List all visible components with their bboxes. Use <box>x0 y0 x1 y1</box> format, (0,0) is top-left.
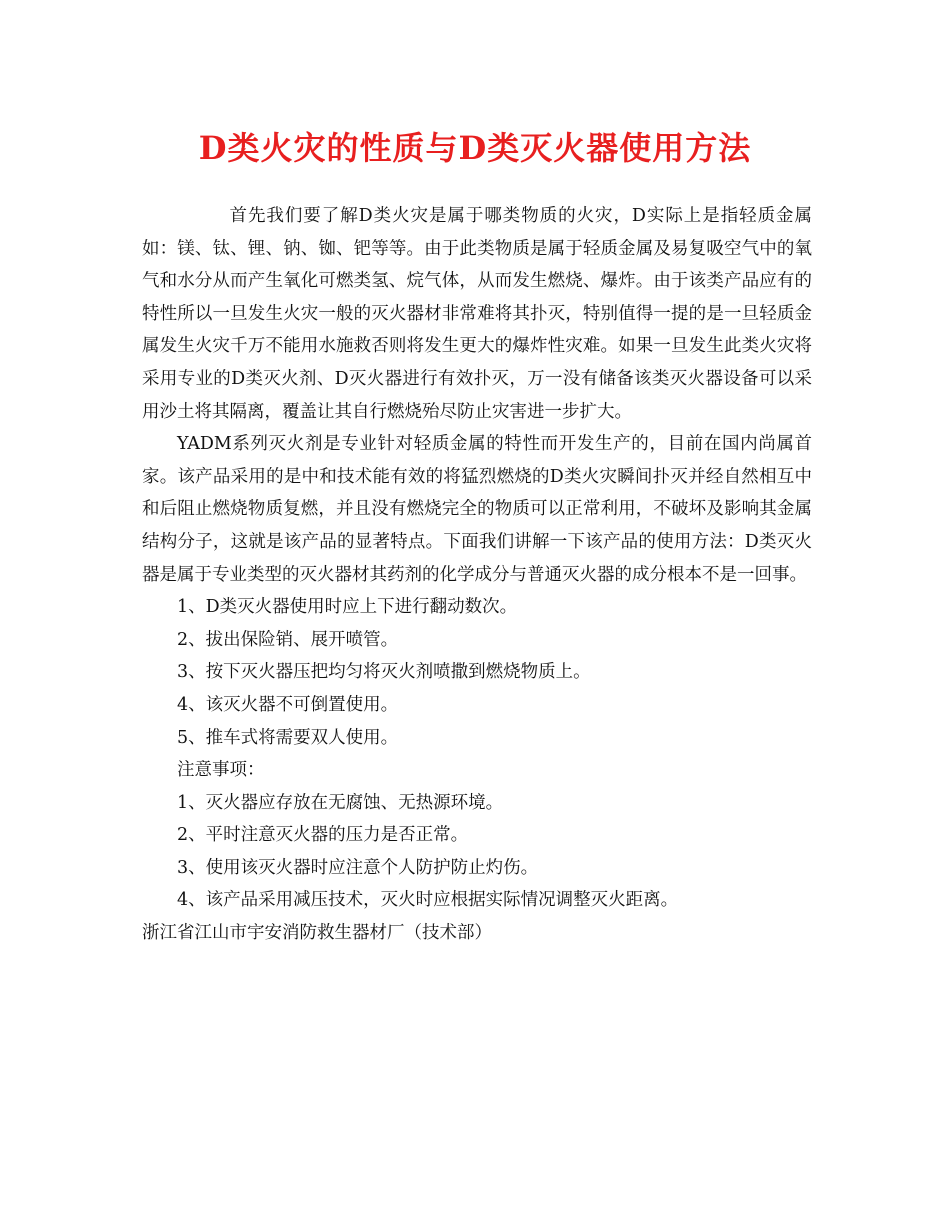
company-footer: 浙江省江山市宇安消防救生器材厂（技术部） <box>142 923 492 944</box>
document-title: D类火灾的性质与D类灭火器使用方法 <box>198 129 752 167</box>
usage-steps-list <box>142 591 812 754</box>
note-item: 4、该产品采用减压技术，灭火时应根据实际情况调整灭火距离。 <box>177 890 679 911</box>
usage-step: 2、拔出保险销、展开喷管。 <box>177 629 399 650</box>
document-body <box>142 200 812 950</box>
note-item: 2、平时注意灭火器的压力是否正常。 <box>177 825 469 846</box>
usage-step: 3、按下灭火器压把均匀将灭火剂喷撒到燃烧物质上。 <box>177 662 591 683</box>
notes-list <box>142 787 812 917</box>
intro-paragraph: 首先我们要了解D类火灾是属于哪类物质的火灾，D实际上是指轻质金属如：镁、钛、锂、钠、铷、钯等等。由于此类物质是属于轻质金属及易复吸空气中的氧气和水分从而产生氧化可燃类氢、烷气体，从而发生燃烧、爆炸。由于该类产品应有的特性所以一旦发生火灾一般的灭火器材非常难将其扑灭，特别值得一提的是一旦轻质金属发生火灾千万不能用水施救否则将发生更大的爆炸性灾难。如果一旦发生此类火灾将采用专业的D类灭火剂、D灭火器进行有效扑灭，万一没有储备该类灭火器设备可以采用沙土将其隔离，覆盖让其自行燃烧殆尽防止灾害进一步扩大。 <box>142 206 812 422</box>
note-item: 3、使用该灭火器时应注意个人防护防止灼伤。 <box>177 857 539 878</box>
usage-step: 1、D类灭火器使用时应上下进行翻动数次。 <box>177 597 518 618</box>
notes-heading: 注意事项： <box>177 760 265 781</box>
usage-step: 5、推车式将需要双人使用。 <box>177 727 399 748</box>
product-paragraph: YADM系列灭火剂是专业针对轻质金属的特性而开发生产的，目前在国内尚属首家。该产品采用的是中和技术能有效的将猛烈燃烧的D类火灾瞬间扑灭并经自然相互中和后阻止燃烧物质复燃，并且没有燃烧完全的物质可以正常利用，不破坏及影响其金属结构分子，这就是该产品的显著特点。下面我们讲解一下该产品的使用方法：D类灭火器是属于专业类型的灭火器材其药剂的化学成分与普通灭火器的成分根本不是一回事。 <box>142 434 812 585</box>
usage-step: 4、该灭火器不可倒置使用。 <box>177 694 399 715</box>
note-item: 1、灭火器应存放在无腐蚀、无热源环境。 <box>177 792 504 813</box>
